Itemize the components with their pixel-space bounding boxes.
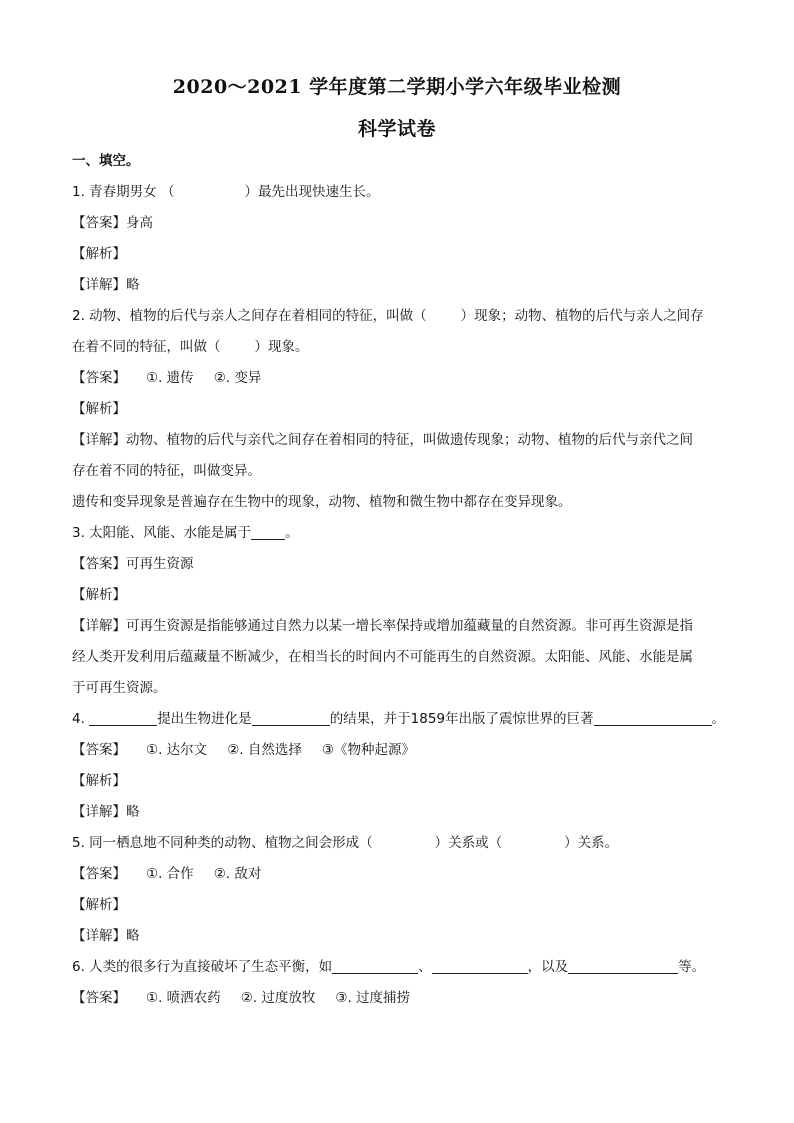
question-3 — [72, 524, 724, 542]
section-heading: 一、填空。 — [72, 153, 140, 169]
q2-analysis — [72, 400, 724, 418]
q5-analysis — [72, 896, 724, 914]
q5-text-b: ）关系或（ — [434, 835, 503, 851]
q4-blank-3 — [594, 711, 712, 726]
analysis-label: 【解析】 — [72, 587, 126, 603]
page-subtitle: 科学试卷 — [357, 118, 436, 140]
answer-label: 【答案】 — [72, 370, 126, 386]
q3-text-b: 。 — [285, 525, 299, 541]
detail-label: 【详解】 — [72, 618, 126, 634]
q1-text-a: 1. 青春期男女 （ — [72, 184, 175, 200]
question-5 — [72, 834, 724, 852]
q6-text-a: 6. 人类的很多行为直接破坏了生态平衡，如 — [72, 959, 333, 975]
q6-text-b: 、 — [418, 959, 432, 975]
q2-detail-line-3: 遗传和变异现象是普遍存在生物中的现象，动物、植物和微生物中都存在变异现象。 — [72, 494, 572, 510]
q5-detail-text: 略 — [126, 928, 140, 944]
q1-answer-text: 身高 — [126, 215, 153, 231]
q6-option-2: ②. 过度放牧 — [240, 990, 316, 1006]
q6-blank-3 — [568, 959, 678, 974]
q6-blank-2 — [432, 959, 528, 974]
q6-text-d: 等。 — [678, 959, 706, 975]
q5-detail — [72, 927, 724, 945]
q2-text-d: ）现象。 — [254, 339, 309, 355]
q2-answer — [72, 369, 724, 387]
q4-option-2: ②. 自然选择 — [227, 742, 302, 758]
question-4 — [72, 710, 724, 728]
answer-label: 【答案】 — [72, 556, 126, 572]
q5-text-c: ）关系。 — [564, 835, 619, 851]
q1-text-b: ）最先出现快速生长。 — [244, 184, 380, 200]
q2-text-a: 2. 动物、植物的后代与亲人之间存在着相同的特征，叫做（ — [72, 308, 427, 324]
q2-detail-line-1 — [72, 431, 724, 449]
q5-option-1: ①. 合作 — [146, 866, 194, 882]
q6-text-c: ，以及 — [527, 959, 569, 975]
q2-option-1: ①. 遗传 — [146, 370, 194, 386]
q4-text-a: 提出生物进化是 — [157, 711, 252, 727]
q3-answer — [72, 555, 724, 573]
detail-label: 【详解】 — [72, 432, 126, 448]
q4-option-1: ①. 达尔文 — [146, 742, 208, 758]
q1-answer — [72, 214, 724, 232]
question-1 — [72, 183, 724, 201]
q5-text-a: 5. 同一栖息地不同种类的动物、植物之间会形成（ — [72, 835, 373, 851]
q3-detail-line-3: 于可再生资源。 — [72, 680, 167, 696]
answer-label: 【答案】 — [72, 215, 126, 231]
q4-option-3: ③《物种起源》 — [321, 742, 415, 758]
answer-label: 【答案】 — [72, 866, 126, 882]
answer-label: 【答案】 — [72, 990, 126, 1006]
question-2-line-2 — [72, 338, 724, 356]
q6-option-3: ③. 过度捕捞 — [335, 990, 411, 1006]
q3-detail-text-1: 可再生资源是指能够通过自然力以某一增长率保持或增加蕴藏量的自然资源。非可再生资源是指 — [126, 618, 693, 634]
q1-detail-text: 略 — [126, 277, 140, 293]
q1-detail — [72, 276, 724, 294]
q4-text-b: 的结果，并于1859年出版了震惊世界的巨著 — [329, 711, 594, 727]
q2-option-2: ②. 变异 — [213, 370, 262, 386]
q2-detail-text-1: 动物、植物的后代与亲代之间存在着相同的特征，叫做遗传现象；动物、植物的后代与亲代之间 — [126, 432, 693, 448]
q3-analysis — [72, 586, 724, 604]
q3-detail-line-2: 经人类开发利用后蕴藏量不断减少，在相当长的时间内不可能再生的自然资源。太阳能、风能、水能是属 — [72, 649, 693, 665]
q1-analysis — [72, 245, 724, 263]
question-2-line-1 — [72, 307, 724, 325]
q4-analysis — [72, 772, 724, 790]
page-title: 2020～2021 学年度第二学期小学六年级毕业检测 — [172, 76, 622, 98]
q6-answer — [72, 989, 724, 1007]
q3-text-a: 3. 太阳能、风能、水能是属于 — [72, 525, 252, 541]
q4-detail — [72, 803, 724, 821]
q4-detail-text: 略 — [126, 804, 140, 820]
q4-blank-2 — [252, 711, 330, 726]
q2-detail-line-2: 存在着不同的特征，叫做变异。 — [72, 463, 261, 479]
q2-text-b: ）现象；动物、植物的后代与亲人之间存 — [460, 308, 704, 324]
detail-label: 【详解】 — [72, 928, 126, 944]
q5-option-2: ②. 敌对 — [213, 866, 262, 882]
analysis-label: 【解析】 — [72, 401, 126, 417]
q6-blank-1 — [332, 959, 418, 974]
q4-number: 4. — [72, 711, 85, 727]
question-6 — [72, 958, 724, 976]
analysis-label: 【解析】 — [72, 246, 126, 262]
q4-blank-1 — [89, 711, 157, 726]
detail-label: 【详解】 — [72, 804, 126, 820]
detail-label: 【详解】 — [72, 277, 126, 293]
q3-detail-line-1 — [72, 617, 724, 635]
q5-answer — [72, 865, 724, 883]
answer-label: 【答案】 — [72, 742, 126, 758]
q3-blank — [251, 525, 285, 540]
analysis-label: 【解析】 — [72, 897, 126, 913]
q4-answer — [72, 741, 724, 759]
q2-text-c: 在着不同的特征，叫做（ — [72, 339, 221, 355]
q4-text-c: 。 — [711, 711, 726, 727]
q3-answer-text: 可再生资源 — [126, 556, 194, 572]
q6-option-1: ①. 喷洒农药 — [146, 990, 221, 1006]
analysis-label: 【解析】 — [72, 773, 126, 789]
